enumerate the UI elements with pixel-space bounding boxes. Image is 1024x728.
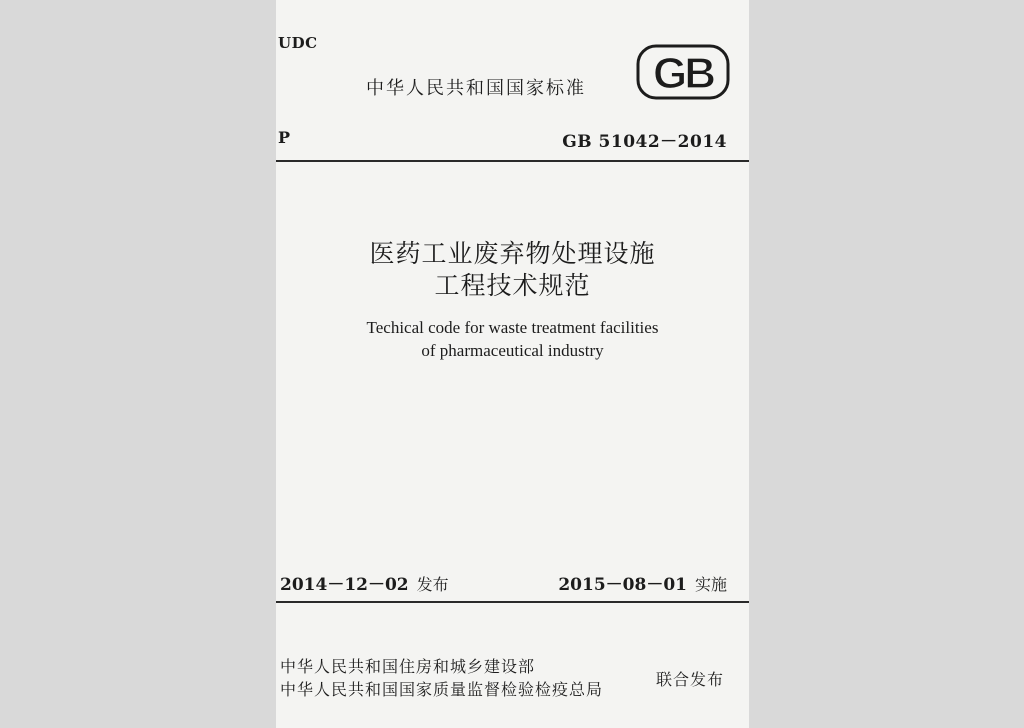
title-english bbox=[276, 316, 749, 362]
gb-logo-text: GB bbox=[653, 49, 713, 98]
classification-code: P bbox=[278, 128, 291, 147]
issue-label: 发布 bbox=[416, 575, 449, 594]
title-chinese-line-1: 医药工业废弃物处理设施 bbox=[369, 239, 656, 268]
joint-publish-label: 联合发布 bbox=[656, 670, 725, 689]
implementation-date: 2015－08－01 bbox=[558, 575, 687, 595]
implementation-date-block bbox=[558, 570, 727, 595]
issue-date-block bbox=[280, 570, 449, 595]
publisher-line-2: 中华人民共和国国家质量监督检验检疫总局 bbox=[280, 680, 604, 699]
implementation-label: 实施 bbox=[694, 575, 727, 594]
title-chinese bbox=[276, 238, 749, 302]
standard-number: GB 51042－2014 bbox=[562, 132, 727, 152]
title-english-line-1: Techical code for waste treatment facilities bbox=[366, 318, 659, 337]
publisher-line-1: 中华人民共和国住房和城乡建设部 bbox=[280, 657, 536, 676]
national-standard-label: 中华人民共和国国家标准 bbox=[366, 78, 586, 99]
udc-label: UDC bbox=[278, 34, 318, 52]
title-english-line-2: of pharmaceutical industry bbox=[421, 341, 604, 360]
gb-logo-icon bbox=[636, 44, 730, 100]
bottom-divider bbox=[276, 601, 749, 603]
publishers-block bbox=[280, 655, 603, 701]
standard-cover-page bbox=[276, 0, 749, 728]
issue-date: 2014－12－02 bbox=[280, 575, 409, 595]
top-divider bbox=[276, 160, 749, 162]
title-chinese-line-2: 工程技术规范 bbox=[434, 271, 591, 300]
